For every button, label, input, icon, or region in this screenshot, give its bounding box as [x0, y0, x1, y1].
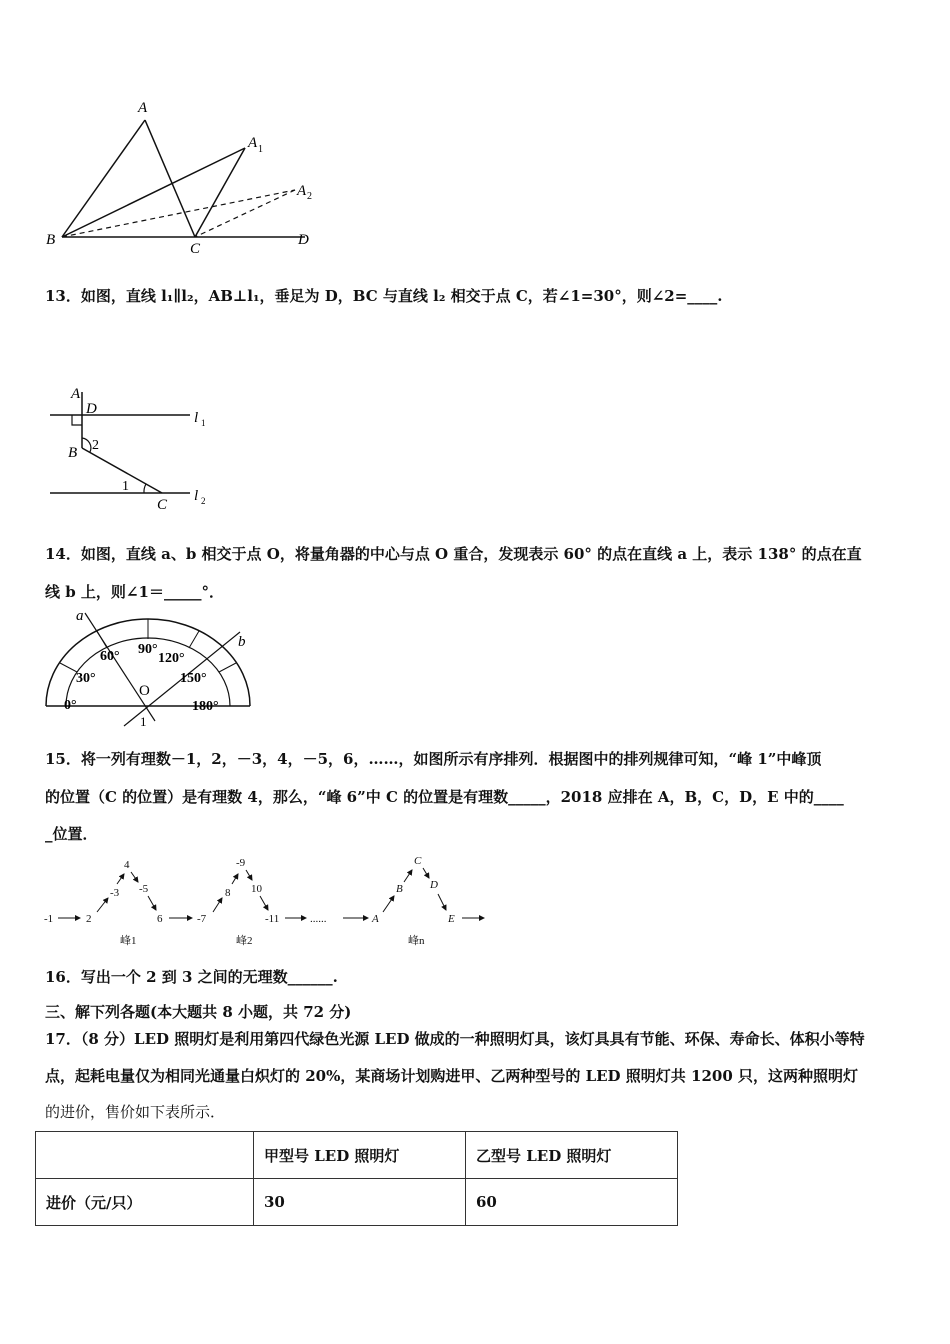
question-14-line1: 14．如图，直线 a、b 相交于点 O，将量角器的中心与点 O 重合，发现表示 60° 的点在直线 a 上，表示 138° 的点在直 — [45, 545, 862, 563]
pos-b: B — [396, 883, 403, 895]
parallel-lines-figure — [40, 380, 220, 515]
label-c: C — [157, 497, 168, 513]
peak-2-label: 峰2 — [236, 935, 253, 947]
num-neg9: -9 — [236, 857, 246, 869]
label-a: A — [71, 386, 81, 402]
num-6: 6 — [157, 913, 163, 925]
question-16: 16．写出一个 2 到 3 之间的无理数______. — [45, 968, 338, 986]
num-neg3: -3 — [110, 887, 120, 899]
tick-150: 150° — [180, 671, 207, 686]
number-peaks-figure — [40, 850, 500, 950]
label-a1-sub: 1 — [258, 144, 263, 155]
label-b: B — [46, 232, 56, 248]
num-10: 10 — [251, 883, 262, 895]
num-neg1: -1 — [44, 913, 54, 925]
protractor-figure — [40, 608, 265, 733]
table-cell: 进价（元/只） — [36, 1179, 254, 1226]
pos-d: D — [430, 879, 438, 891]
question-17-line2: 点，起耗电量仅为相同光通量白炽灯的 20%，某商场计划购进甲、乙两种型号的 LED 照明灯共 1200 只，这两种照明灯 — [45, 1067, 858, 1085]
question-17-line3: 的进价，售价如下表所示． — [45, 1103, 226, 1121]
table-cell: 甲型号 LED 照明灯 — [254, 1132, 466, 1179]
price-table — [35, 1131, 678, 1226]
peak-1-label: 峰1 — [120, 935, 137, 947]
peak-n-label: 峰n — [408, 935, 425, 947]
ellipsis: ...... — [310, 913, 327, 925]
table-row — [36, 1179, 678, 1226]
tick-0: 0° — [64, 698, 77, 713]
label-a: a — [76, 608, 84, 624]
pos-e: E — [448, 913, 455, 925]
num-neg7: -7 — [197, 913, 207, 925]
angle-2-label: 2 — [92, 438, 99, 453]
table-header-row — [36, 1132, 678, 1179]
label-b: B — [68, 445, 78, 461]
tick-30: 30° — [76, 671, 96, 686]
num-8: 8 — [225, 887, 231, 899]
num-neg11: -11 — [265, 913, 280, 925]
label-b: b — [238, 634, 246, 650]
table-cell — [36, 1132, 254, 1179]
triangle-figure — [40, 95, 340, 255]
pos-a: A — [372, 913, 379, 925]
label-c: C — [190, 241, 201, 255]
label-l2-sub: 2 — [201, 496, 206, 506]
question-15-line1: 15．将一列有理数－1，2，－3，4，－5，6，……，如图所示有序排列．根据图中的排列规律可知，“峰 1”中峰顶 — [45, 750, 822, 768]
angle-1-label: 1 — [122, 479, 129, 494]
question-15-line3: _位置． — [45, 825, 98, 843]
tick-120: 120° — [158, 651, 185, 666]
pos-c: C — [414, 855, 422, 867]
label-d: D — [86, 401, 97, 417]
table-cell: 30 — [254, 1179, 466, 1226]
label-o: O — [139, 683, 150, 699]
label-a: A — [138, 100, 148, 116]
num-2: 2 — [86, 913, 92, 925]
label-a2-sub: 2 — [307, 191, 312, 202]
question-15-line2: 的位置（C 的位置）是有理数 4，那么，“峰 6”中 C 的位置是有理数_____，2018 应排在 A，B，C，D，E 中的____ — [45, 788, 844, 806]
label-l1-sub: 1 — [201, 418, 206, 428]
label-d: D — [298, 232, 309, 248]
label-a2: A — [297, 183, 307, 199]
angle-1-label: 1 — [140, 714, 147, 729]
question-13: 13．如图，直线 l₁∥l₂，AB⊥l₁，垂足为 D，BC 与直线 l₂ 相交于点 C，若∠1=30°，则∠2=____. — [45, 287, 723, 305]
tick-180: 180° — [192, 699, 219, 714]
num-4: 4 — [124, 859, 130, 871]
section-three-heading: 三、解下列各题(本大题共 8 小题，共 72 分) — [45, 1003, 352, 1021]
label-a1: A — [248, 135, 258, 151]
question-17-line1: 17．（8 分）LED 照明灯是利用第四代绿色光源 LED 做成的一种照明灯具，该灯具具有节能、环保、寿命长、体积小等特 — [45, 1030, 865, 1048]
label-l1: l — [194, 410, 199, 426]
tick-90: 90° — [138, 642, 158, 657]
question-14-line2: 线 b 上，则∠1＝_____°． — [45, 583, 224, 601]
table-cell: 60 — [466, 1179, 678, 1226]
num-neg5: -5 — [139, 883, 149, 895]
table-cell: 乙型号 LED 照明灯 — [466, 1132, 678, 1179]
label-l2: l — [194, 488, 199, 504]
tick-60: 60° — [100, 649, 120, 664]
